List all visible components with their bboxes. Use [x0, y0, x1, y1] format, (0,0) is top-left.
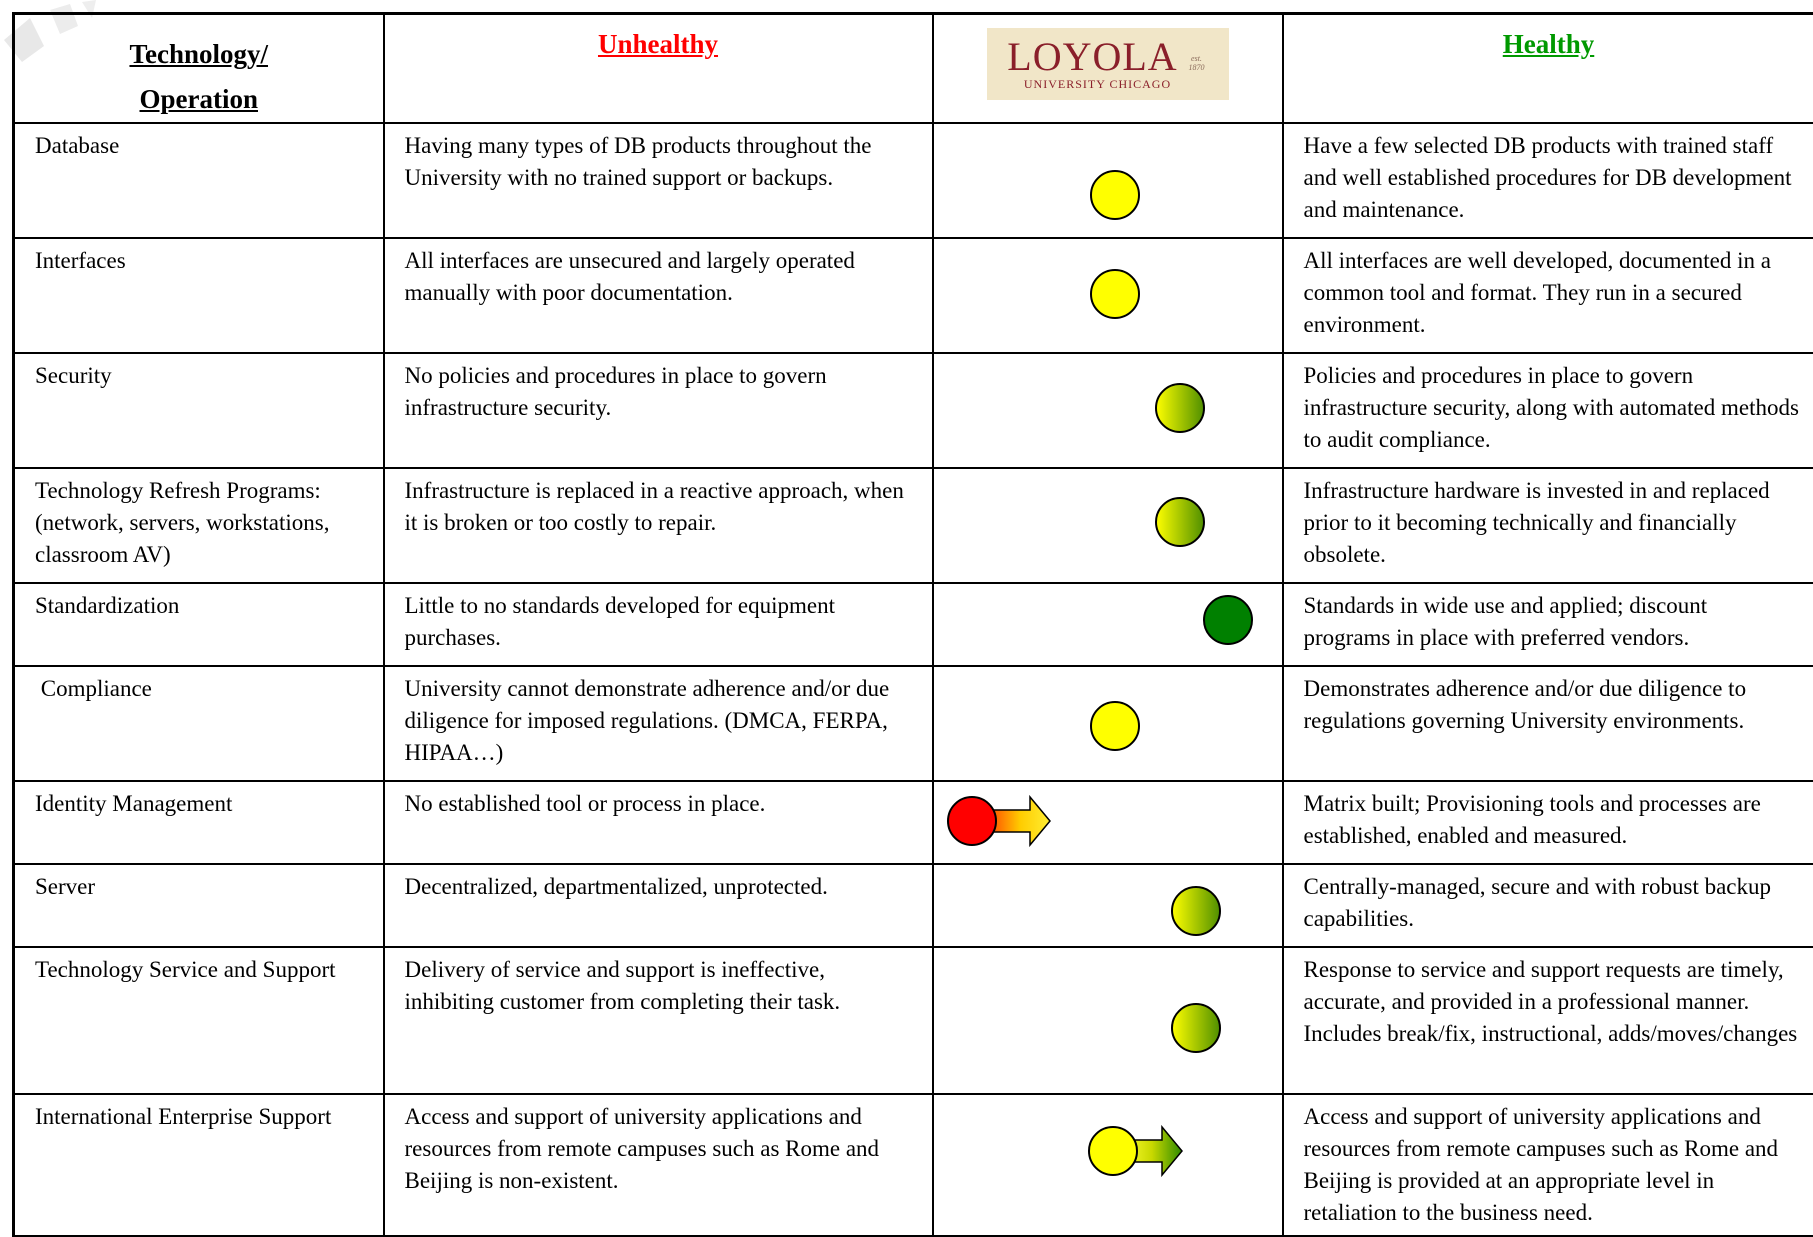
technology-label: Database: [15, 124, 383, 168]
healthy-description: Standards in wide use and applied; discount programs in place with preferred vendors.: [1284, 584, 1813, 660]
green-yellow-status-circle-icon: [1169, 1001, 1223, 1055]
technology-label: International Enterprise Support: [15, 1095, 383, 1139]
technology-header: [14, 14, 384, 124]
header-row: [14, 14, 1813, 124]
table-row: [14, 468, 1813, 583]
loyola-logo: [987, 28, 1229, 100]
healthy-description: Have a few selected DB products with trained staff and well established procedures for DB development and maintenance.: [1284, 124, 1813, 232]
technology-label: Standardization: [15, 584, 383, 628]
technology-label: Security: [15, 354, 383, 398]
table-row: [14, 123, 1813, 238]
technology-cell: [14, 468, 384, 583]
yellow-to-green-arrow-icon: [1086, 1123, 1186, 1179]
unhealthy-description: Access and support of university applications and resources from remote campuses such as Rome and Beijing is non-existent.: [385, 1095, 932, 1203]
technology-cell: [14, 123, 384, 238]
table-row: [14, 781, 1813, 864]
unhealthy-description: University cannot demonstrate adherence and/or due diligence for imposed regulations. (DMCA, FERPA, HIPAA…): [385, 667, 932, 775]
unhealthy-cell: [384, 947, 933, 1094]
technology-cell: [14, 781, 384, 864]
healthy-description: Infrastructure hardware is invested in and replaced prior to it becoming technically and financially obsolete.: [1284, 469, 1813, 577]
unhealthy-description: Infrastructure is replaced in a reactive approach, when it is broken or too costly to repair.: [385, 469, 932, 545]
status-cell: [933, 353, 1283, 468]
unhealthy-cell: [384, 583, 933, 666]
healthy-cell: [1283, 238, 1813, 353]
yellow-status-circle-icon: [1088, 168, 1142, 222]
unhealthy-description: Delivery of service and support is ineffective, inhibiting customer from completing their task.: [385, 948, 932, 1024]
green-yellow-status-circle-icon: [1153, 495, 1207, 549]
healthy-cell: [1283, 468, 1813, 583]
unhealthy-cell: [384, 781, 933, 864]
unhealthy-cell: [384, 468, 933, 583]
technology-cell: [14, 583, 384, 666]
logo-header: [933, 14, 1283, 124]
table-row: [14, 947, 1813, 1094]
status-cell: [933, 947, 1283, 1094]
status-cell: [933, 1094, 1283, 1236]
table-row: [14, 583, 1813, 666]
table-row: [14, 1094, 1813, 1236]
logo-subtitle: UNIVERSITY CHICAGO: [1024, 77, 1171, 91]
technology-cell: [14, 666, 384, 781]
technology-cell: [14, 864, 384, 947]
unhealthy-header: [384, 14, 933, 124]
unhealthy-description: All interfaces are unsecured and largely operated manually with poor documentation.: [385, 239, 932, 315]
technology-label: Technology Service and Support: [15, 948, 383, 992]
healthy-cell: [1283, 583, 1813, 666]
technology-header-line2: Operation: [140, 84, 259, 114]
healthy-cell: [1283, 123, 1813, 238]
technology-cell: [14, 238, 384, 353]
healthy-description: Matrix built; Provisioning tools and processes are established, enabled and measured.: [1284, 782, 1813, 858]
unhealthy-cell: [384, 666, 933, 781]
healthy-description: Policies and procedures in place to govern infrastructure security, along with automated methods to audit compliance.: [1284, 354, 1813, 462]
healthy-cell: [1283, 864, 1813, 947]
status-cell: [933, 583, 1283, 666]
unhealthy-description: No policies and procedures in place to govern infrastructure security.: [385, 354, 932, 430]
technology-label: Technology Refresh Programs: (network, servers, workstations, classroom AV): [15, 469, 383, 577]
health-matrix-table: [12, 12, 1813, 1237]
table-row: [14, 238, 1813, 353]
healthy-description: Response to service and support requests are timely, accurate, and provided in a professional manner. Includes break/fix, instructional, adds/moves/changes: [1284, 948, 1813, 1056]
technology-cell: [14, 353, 384, 468]
healthy-description: Centrally-managed, secure and with robust backup capabilities.: [1284, 865, 1813, 941]
unhealthy-cell: [384, 123, 933, 238]
unhealthy-cell: [384, 864, 933, 947]
logo-est-label: est.: [1191, 54, 1202, 63]
healthy-description: Demonstrates adherence and/or due diligence to regulations governing University environments.: [1284, 667, 1813, 743]
status-cell: [933, 666, 1283, 781]
unhealthy-label: Unhealthy: [385, 15, 932, 60]
technology-label: Identity Management: [15, 782, 383, 826]
status-cell: [933, 864, 1283, 947]
red-to-green-arrow-icon: [944, 793, 1054, 849]
status-cell: [933, 781, 1283, 864]
healthy-cell: [1283, 781, 1813, 864]
healthy-cell: [1283, 666, 1813, 781]
healthy-description: All interfaces are well developed, documented in a common tool and format. They run in a secured environment.: [1284, 239, 1813, 347]
green-status-circle-icon: [1201, 593, 1255, 647]
technology-cell: [14, 947, 384, 1094]
technology-header-line1: Technology/: [129, 39, 268, 69]
unhealthy-description: Decentralized, departmentalized, unprotected.: [385, 865, 932, 909]
status-cell: [933, 468, 1283, 583]
healthy-cell: [1283, 947, 1813, 1094]
healthy-description: Access and support of university applications and resources from remote campuses such as Rome and Beijing is provided at an appropriate level in retaliation to the business need.: [1284, 1095, 1813, 1235]
unhealthy-description: Little to no standards developed for equipment purchases.: [385, 584, 932, 660]
technology-label: Compliance: [15, 667, 383, 711]
unhealthy-cell: [384, 238, 933, 353]
logo-est-year: 1870: [1189, 63, 1205, 72]
healthy-cell: [1283, 1094, 1813, 1236]
technology-label: Interfaces: [15, 239, 383, 283]
unhealthy-description: No established tool or process in place.: [385, 782, 932, 826]
green-yellow-status-circle-icon: [1153, 381, 1207, 435]
unhealthy-cell: [384, 353, 933, 468]
yellow-status-circle-icon: [1088, 267, 1142, 321]
technology-label: Server: [15, 865, 383, 909]
logo-established: [1189, 54, 1205, 72]
table-row: [14, 864, 1813, 947]
unhealthy-description: Having many types of DB products throughout the University with no trained support or backups.: [385, 124, 932, 200]
status-cell: [933, 238, 1283, 353]
healthy-cell: [1283, 353, 1813, 468]
technology-cell: [14, 1094, 384, 1236]
table-row: [14, 353, 1813, 468]
healthy-label: Healthy: [1284, 15, 1813, 60]
status-cell: [933, 123, 1283, 238]
unhealthy-cell: [384, 1094, 933, 1236]
healthy-header: [1283, 14, 1813, 124]
table-row: [14, 666, 1813, 781]
logo-name: LOYOLA: [1007, 37, 1177, 77]
green-yellow-status-circle-icon: [1169, 884, 1223, 938]
yellow-status-circle-icon: [1088, 699, 1142, 753]
